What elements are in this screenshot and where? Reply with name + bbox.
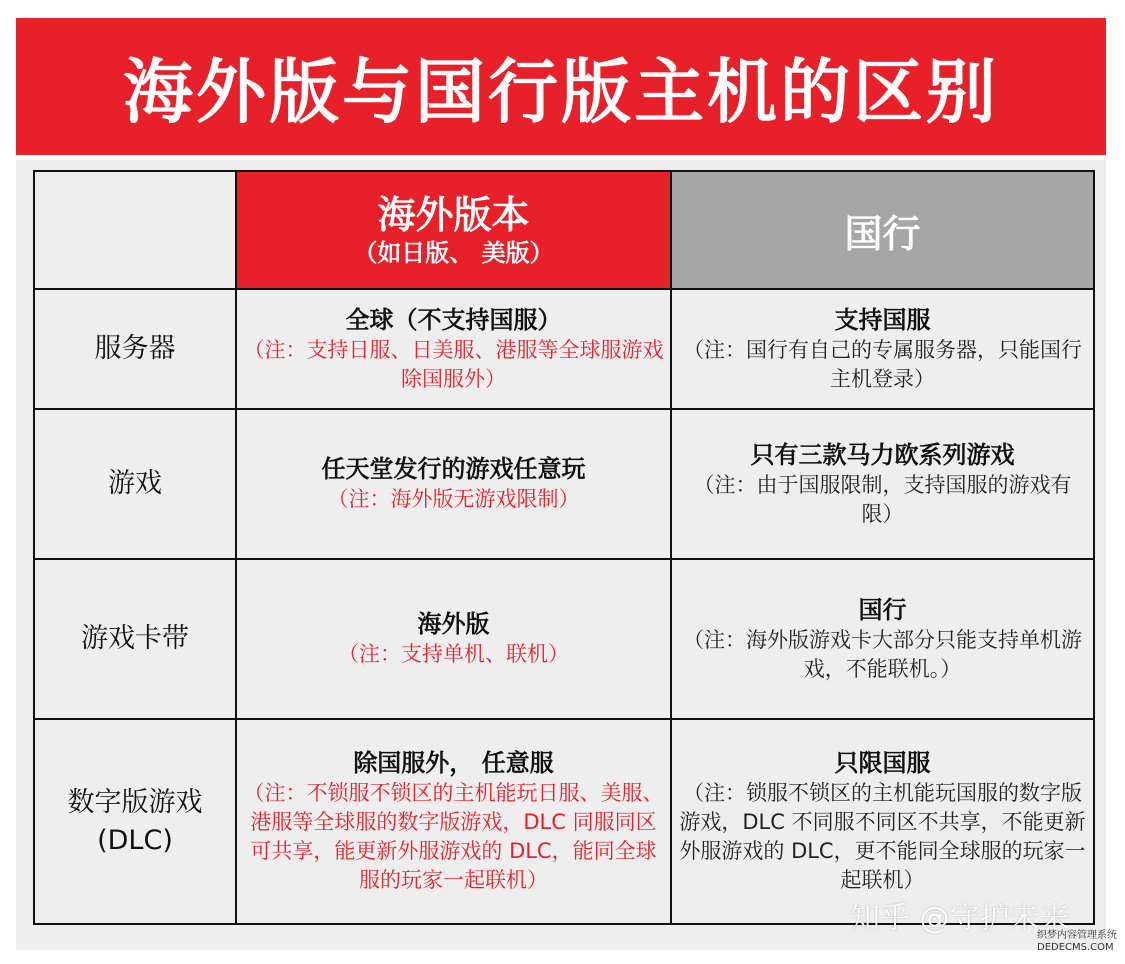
header-overseas-title: 海外版本	[377, 193, 530, 237]
site-watermark-url: DEDECMS.COM	[1037, 942, 1114, 953]
cell-note: （注：海外版游戏卡大部分只能支持单机游戏，不能联机。）	[683, 627, 1082, 681]
cell-title: 全球（不支持国服）	[345, 305, 562, 334]
page-title: 海外版与国行版主机的区别	[123, 51, 999, 133]
cell-title: 支持国服	[834, 305, 931, 334]
cell-note: （注：海外版无游戏限制）	[327, 487, 580, 511]
cell-domestic-server	[671, 289, 1094, 409]
header-row	[34, 171, 1094, 289]
header-overseas-subtitle: （如日版、 美版）	[353, 239, 554, 267]
cell-domestic-cartridge	[671, 559, 1094, 719]
cell-note: （注：国行有自己的专属服务器，只能国行主机登录）	[683, 337, 1082, 391]
cell-note: （注：支持日服、日美服、港服等全球服游戏除国服外）	[243, 337, 664, 391]
row-label-server: 服务器	[34, 289, 236, 409]
table-row-games	[34, 409, 1094, 559]
comparison-table	[33, 170, 1095, 925]
cell-overseas-digital	[236, 719, 671, 924]
row-label-cartridge: 游戏卡带	[34, 559, 236, 719]
cell-title: 任天堂发行的游戏任意玩	[321, 455, 586, 483]
cell-note: （注：不锁服不锁区的主机能玩日服、美服、港服等全球服的数字版游戏，DLC 同服同区可共享，能更新外服游戏的 DLC，能同全球服的玩家一起联机）	[243, 781, 664, 892]
zhihu-watermark: 知乎 @守护未来	[850, 901, 1070, 936]
cell-title: 国行	[858, 595, 907, 624]
cell-title: 海外版	[417, 610, 490, 638]
cell-note: （注：锁服不锁区的主机能玩国服的数字版游戏，DLC 不同服不同区不共享，不能更新外服游戏的 DLC，更不能同全球服的玩家一起联机）	[679, 781, 1086, 892]
cell-title: 只有三款马力欧系列游戏	[750, 440, 1015, 469]
header-domestic: 国行	[671, 171, 1094, 289]
cell-note: （注：支持单机、联机）	[338, 642, 569, 666]
cell-domestic-games	[671, 409, 1094, 559]
site-watermark-name: 织梦内容管理系统	[1037, 930, 1117, 941]
cell-title: 除国服外， 任意服	[353, 749, 554, 777]
cell-note: （注：由于国服限制，支持国服的游戏有限）	[693, 472, 1072, 526]
header-overseas	[236, 171, 671, 289]
site-watermark	[1037, 930, 1117, 954]
title-banner	[16, 18, 1106, 155]
cell-overseas-server	[236, 289, 671, 409]
table-row-cartridge	[34, 559, 1094, 719]
cell-overseas-cartridge	[236, 559, 671, 719]
cell-overseas-games	[236, 409, 671, 559]
cell-title: 只限国服	[834, 749, 931, 777]
table-row-server	[34, 289, 1094, 409]
row-label-digital: 数字版游戏(DLC)	[34, 719, 236, 924]
row-label-games: 游戏	[34, 409, 236, 559]
header-corner-cell	[34, 171, 236, 289]
